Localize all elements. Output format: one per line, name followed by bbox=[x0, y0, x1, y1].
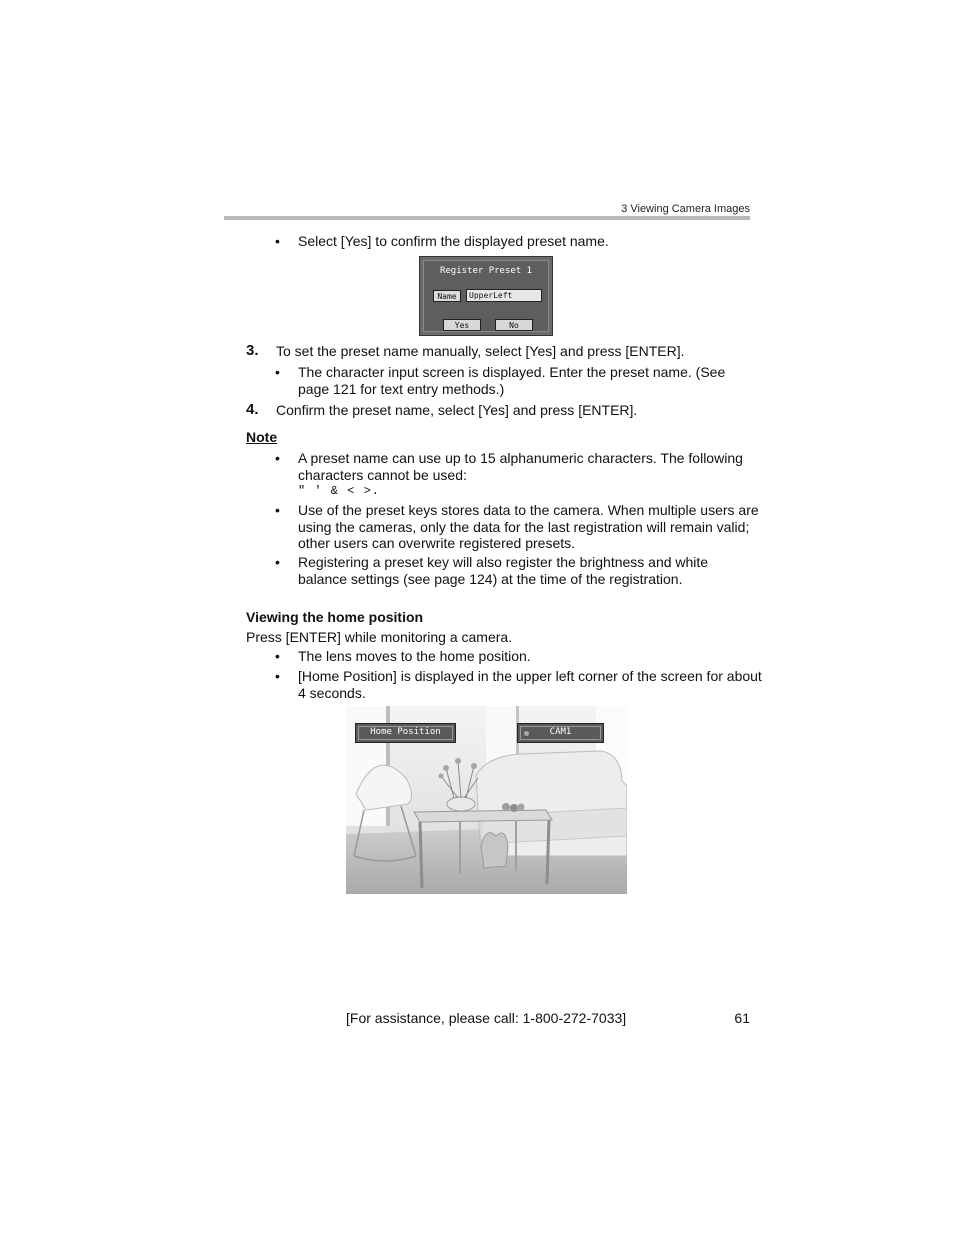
step-text: Confirm the preset name, select [Yes] and press [ENTER]. bbox=[276, 402, 638, 418]
bullet-marker: • bbox=[275, 502, 280, 518]
dialog-title: Register Preset 1 bbox=[439, 266, 533, 276]
no-button[interactable]: No bbox=[495, 319, 533, 331]
page-number: 61 bbox=[734, 1010, 750, 1026]
yes-button[interactable]: Yes bbox=[443, 319, 481, 331]
note-item: Registering a preset key will also register the brightness and white balance settings (see page 124) at the time of the registration. bbox=[298, 554, 709, 587]
assistance-footer: [For assistance, please call: 1-800-272-7033] bbox=[346, 1010, 627, 1026]
bullet-marker: • bbox=[275, 233, 280, 249]
bullet-marker: • bbox=[275, 648, 280, 664]
step-text: To set the preset name manually, select [Yes] and press [ENTER]. bbox=[276, 343, 685, 359]
running-header: 3 Viewing Camera Images bbox=[621, 203, 750, 215]
bullet-text: The lens moves to the home position. bbox=[298, 648, 531, 664]
note-item: Use of the preset keys stores data to the camera. When multiple users are using the cameras, only the data for the last registration will remain valid; other users can overwrite registered presets. bbox=[298, 502, 759, 551]
dialog-frame bbox=[423, 260, 549, 332]
header-rule bbox=[224, 216, 750, 220]
bullet-marker: • bbox=[275, 450, 280, 466]
step-number: 3. bbox=[246, 342, 259, 359]
camera-view-image bbox=[346, 706, 627, 894]
home-position-label: Home Position bbox=[370, 727, 441, 737]
status-dot-icon bbox=[524, 731, 529, 736]
bullet-text: The character input screen is displayed. Enter the preset name. (See page 121 for text entry methods.) bbox=[298, 364, 726, 397]
preset-name-field[interactable]: UpperLeft bbox=[466, 289, 542, 302]
note-item: A preset name can use up to 15 alphanumeric characters. The following characters cannot be used: " ' & < >. bbox=[298, 450, 743, 498]
bullet-marker: • bbox=[275, 668, 280, 684]
bullet-text: [Home Position] is displayed in the upper left corner of the screen for about 4 seconds. bbox=[298, 668, 762, 701]
bullet-marker: • bbox=[275, 554, 280, 570]
camera-name-label: CAM1 bbox=[549, 727, 572, 737]
bullet-marker: • bbox=[275, 364, 280, 380]
step-number: 4. bbox=[246, 401, 259, 418]
register-preset-dialog bbox=[419, 256, 553, 336]
section-intro: Press [ENTER] while monitoring a camera. bbox=[246, 629, 513, 645]
bullet-text: Select [Yes] to confirm the displayed preset name. bbox=[298, 233, 609, 249]
home-position-osd bbox=[355, 723, 456, 743]
camera-name-osd bbox=[517, 723, 604, 743]
name-button[interactable]: Name bbox=[433, 290, 461, 302]
note-heading: Note bbox=[246, 429, 278, 445]
section-heading: Viewing the home position bbox=[246, 609, 424, 625]
